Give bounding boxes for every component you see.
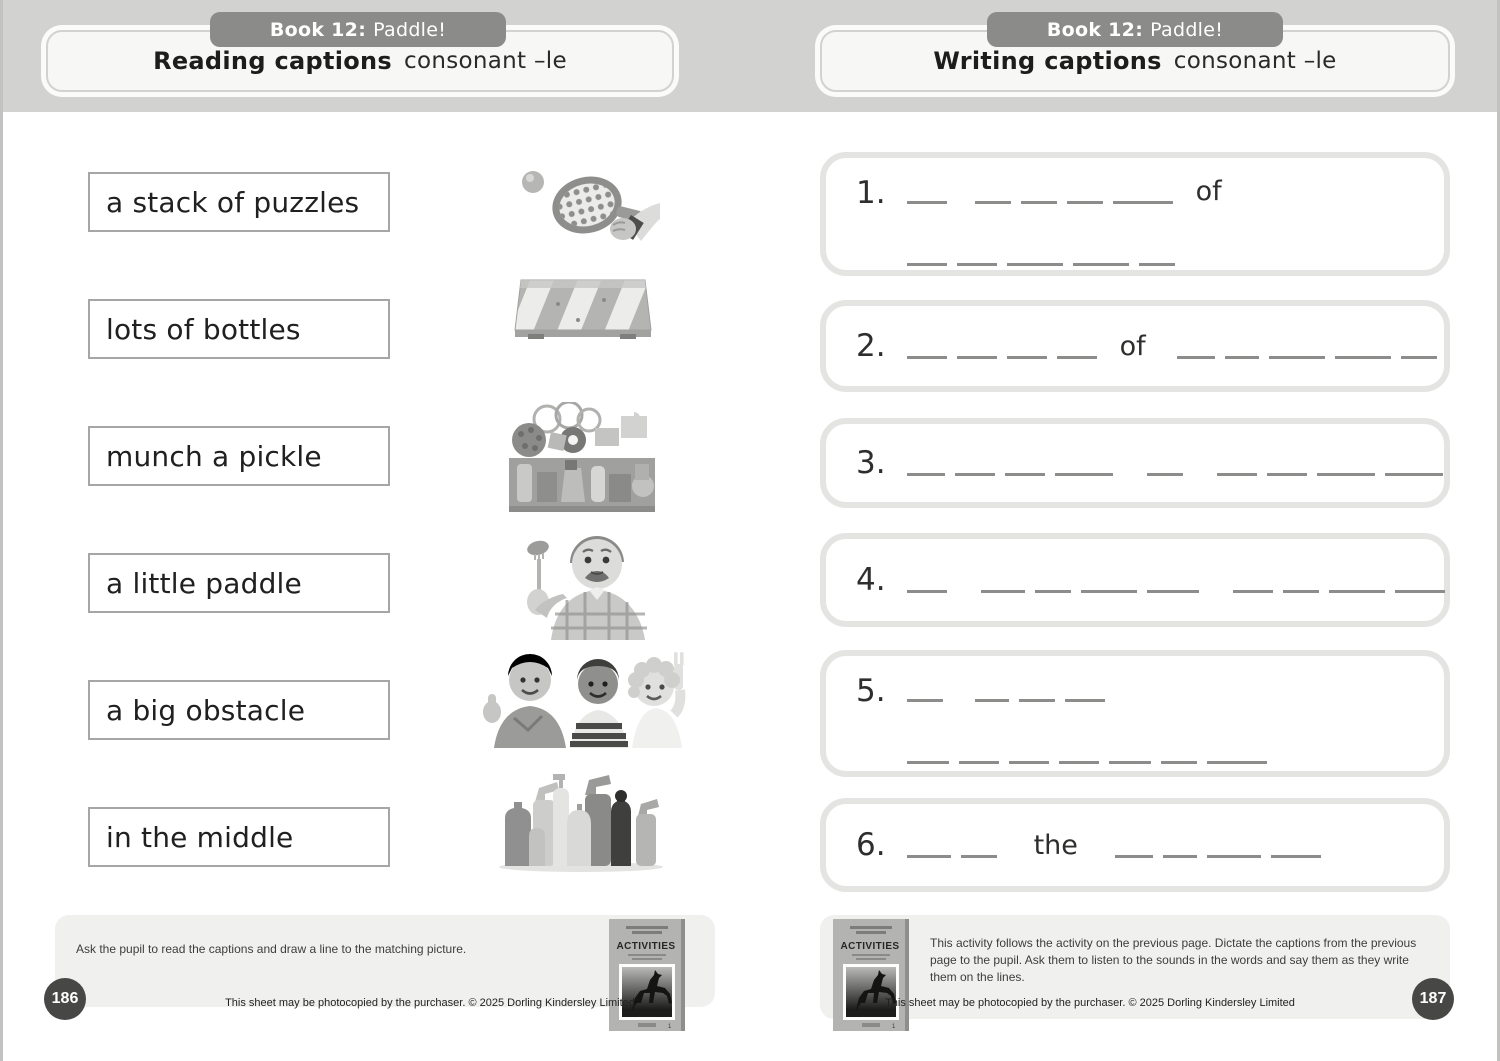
answer-blank[interactable] xyxy=(907,590,947,593)
line-number: 5. xyxy=(856,673,886,709)
answer-rows xyxy=(902,559,1450,601)
answer-blank[interactable] xyxy=(907,761,949,764)
answer-blank[interactable] xyxy=(907,473,945,476)
answer-blank[interactable] xyxy=(1035,590,1071,593)
line-number: 4. xyxy=(856,562,886,598)
caption-text: a stack of puzzles xyxy=(106,185,360,219)
answer-rows xyxy=(902,442,1448,484)
answer-blank[interactable] xyxy=(1385,473,1443,476)
left-book-tag-rest: Paddle! xyxy=(373,18,447,41)
answer-blank[interactable] xyxy=(959,761,999,764)
right-title-rest: consonant –le xyxy=(1173,48,1337,74)
answer-blank[interactable] xyxy=(981,590,1025,593)
answer-blank[interactable] xyxy=(1147,590,1199,593)
answer-blank[interactable] xyxy=(1021,201,1057,204)
answer-blank[interactable] xyxy=(1007,356,1047,359)
answer-rows xyxy=(902,824,1326,866)
writing-line-5 xyxy=(820,650,1450,777)
answer-blank[interactable] xyxy=(975,201,1011,204)
svg-text:ACTIVITIES: ACTIVITIES xyxy=(616,941,676,952)
answer-blank[interactable] xyxy=(1233,590,1273,593)
writing-line-1 xyxy=(820,152,1450,276)
traffic-barrier-photo[interactable] xyxy=(508,276,658,348)
answer-blank[interactable] xyxy=(1217,473,1257,476)
caption-text: a little paddle xyxy=(106,566,302,600)
caption-box-4[interactable] xyxy=(88,553,390,613)
answer-blank[interactable] xyxy=(1395,590,1445,593)
answer-blank[interactable] xyxy=(957,356,997,359)
answer-blank[interactable] xyxy=(1329,590,1385,593)
answer-blank[interactable] xyxy=(1401,356,1437,359)
answer-row xyxy=(902,559,1450,601)
caption-box-5[interactable] xyxy=(88,680,390,740)
answer-row xyxy=(902,668,1272,710)
stack-of-toys-photo[interactable] xyxy=(503,402,661,524)
answer-blank[interactable] xyxy=(1207,761,1267,764)
activities-book-cover xyxy=(608,918,688,1034)
right-book-tag-rest: Paddle! xyxy=(1150,18,1224,41)
answer-blank[interactable] xyxy=(1163,855,1197,858)
left-copyright: This sheet may be photocopied by the purchaser. © 2025 Dorling Kindersley Limited xyxy=(225,997,635,1009)
given-word: the xyxy=(1033,830,1078,861)
answer-blank[interactable] xyxy=(1139,263,1175,266)
answer-row xyxy=(902,824,1326,866)
answer-row xyxy=(902,232,1226,274)
answer-blank[interactable] xyxy=(1005,473,1045,476)
answer-blank[interactable] xyxy=(1067,201,1103,204)
caption-text: munch a pickle xyxy=(106,439,322,473)
caption-box-1[interactable] xyxy=(88,172,390,232)
answer-blank[interactable] xyxy=(1283,590,1319,593)
answer-row xyxy=(902,730,1272,772)
answer-blank[interactable] xyxy=(1147,473,1183,476)
group-of-bottles-photo[interactable] xyxy=(493,766,668,874)
answer-blank[interactable] xyxy=(907,201,947,204)
right-copyright: This sheet may be photocopied by the purchaser. © 2025 Dorling Kindersley Limited xyxy=(885,997,1295,1009)
answer-blank[interactable] xyxy=(1057,356,1097,359)
answer-blank[interactable] xyxy=(1055,473,1113,476)
answer-blank[interactable] xyxy=(907,263,947,266)
caption-box-2[interactable] xyxy=(88,299,390,359)
answer-blank[interactable] xyxy=(957,263,997,266)
answer-blank[interactable] xyxy=(1081,590,1137,593)
answer-blank[interactable] xyxy=(907,356,947,359)
answer-row xyxy=(902,325,1442,367)
page-number-187: 187 xyxy=(1412,978,1454,1020)
answer-blank[interactable] xyxy=(1113,201,1173,204)
answer-blank[interactable] xyxy=(1109,761,1151,764)
activities-book-cover xyxy=(832,918,912,1034)
left-book-tag xyxy=(210,12,506,47)
man-eating-pickle-photo[interactable] xyxy=(505,526,660,640)
left-book-tag-bold: Book 12: xyxy=(269,18,367,41)
answer-blank[interactable] xyxy=(1271,855,1321,858)
left-title-rest: consonant –le xyxy=(404,48,567,74)
answer-rows xyxy=(902,170,1226,274)
line-number: 6. xyxy=(856,827,886,863)
page-edge-left xyxy=(0,0,3,1061)
writing-line-4 xyxy=(820,533,1450,627)
left-footer-note: Ask the pupil to read the captions and draw a line to the matching picture. xyxy=(76,942,467,956)
answer-blank[interactable] xyxy=(1161,761,1197,764)
answer-rows xyxy=(902,325,1442,367)
answer-blank[interactable] xyxy=(1225,356,1259,359)
answer-blank[interactable] xyxy=(1269,356,1325,359)
svg-text:1: 1 xyxy=(668,1024,672,1030)
right-footer-note: This activity follows the activity on the previous page. Dictate the captions from the previous page to the pupil. Ask them to listen to the sounds in the words and say them as they write them on the lines. xyxy=(930,936,1417,984)
answer-blank[interactable] xyxy=(907,855,951,858)
given-word: of xyxy=(1119,331,1146,362)
caption-box-6[interactable] xyxy=(88,807,390,867)
answer-rows xyxy=(902,668,1272,772)
line-number: 2. xyxy=(856,328,886,364)
answer-blank[interactable] xyxy=(1177,356,1215,359)
answer-row xyxy=(902,170,1226,212)
answer-blank[interactable] xyxy=(1317,473,1375,476)
answer-blank[interactable] xyxy=(1335,356,1391,359)
line-number: 3. xyxy=(856,445,886,481)
page-number-186: 186 xyxy=(44,978,86,1020)
three-children-photo[interactable] xyxy=(478,650,690,748)
caption-text: a big obstacle xyxy=(106,693,306,727)
answer-blank[interactable] xyxy=(975,699,1009,702)
given-word: of xyxy=(1195,176,1222,207)
svg-text:1: 1 xyxy=(892,1024,896,1030)
caption-box-3[interactable] xyxy=(88,426,390,486)
svg-text:ACTIVITIES: ACTIVITIES xyxy=(840,941,900,952)
line-number: 1. xyxy=(856,175,886,211)
answer-blank[interactable] xyxy=(1019,699,1055,702)
caption-text: in the middle xyxy=(106,820,294,854)
answer-blank[interactable] xyxy=(1207,855,1261,858)
writing-line-6 xyxy=(820,798,1450,892)
caption-text: lots of bottles xyxy=(106,312,301,346)
right-title-bold: Writing captions xyxy=(933,47,1162,75)
answer-blank[interactable] xyxy=(955,473,995,476)
answer-blank[interactable] xyxy=(961,855,997,858)
answer-blank[interactable] xyxy=(1059,761,1099,764)
right-book-tag-bold: Book 12: xyxy=(1046,18,1144,41)
page-bottom-edge xyxy=(0,1052,1500,1061)
writing-line-3 xyxy=(820,418,1450,508)
paddle-and-ball-photo[interactable] xyxy=(505,165,660,255)
answer-row xyxy=(902,442,1448,484)
answer-blank[interactable] xyxy=(1267,473,1307,476)
answer-blank[interactable] xyxy=(1073,263,1129,266)
answer-blank[interactable] xyxy=(1065,699,1105,702)
answer-blank[interactable] xyxy=(1115,855,1153,858)
answer-blank[interactable] xyxy=(1009,761,1049,764)
left-title-bold: Reading captions xyxy=(153,47,393,75)
right-book-tag xyxy=(987,12,1283,47)
answer-blank[interactable] xyxy=(907,699,943,702)
answer-blank[interactable] xyxy=(1007,263,1063,266)
writing-line-2 xyxy=(820,300,1450,392)
